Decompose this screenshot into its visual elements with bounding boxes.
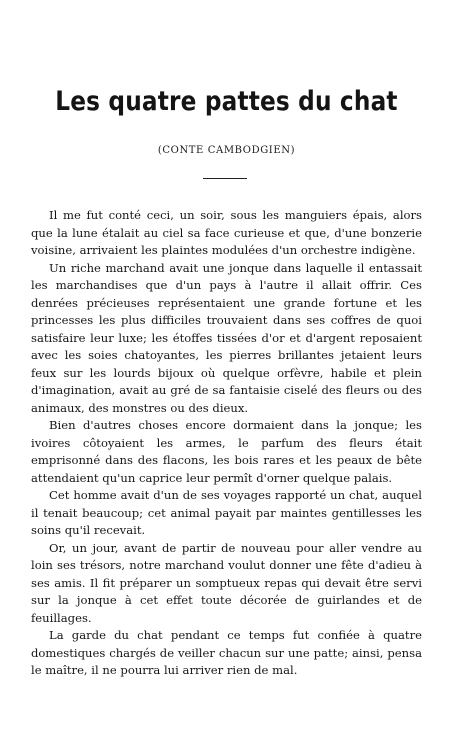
story-subtitle: (CONTE CAMBODGIEN) xyxy=(157,145,296,156)
paragraph: Il me fut conté ceci, un soir, sous les manguiers épais, alors que la lune étalait au ciel sa face curieuse et que, d'une bonzerie voisine, arrivaient les plaintes modulées d'un orchestre indigène. xyxy=(31,208,422,257)
story-body xyxy=(31,207,422,680)
paragraph: Or, un jour, avant de partir de nouveau pour aller vendre au loin ses trésors, notre marchand voulut donner une fête d'adieu à ses amis. Il fit préparer un somptueux repas qui devait être servi sur la jonque à cet effet toute décorée de guirlandes et de feuillages. xyxy=(31,540,422,625)
paragraph: Cet homme avait d'un de ses voyages rapporté un chat, auquel il tenait beaucoup; cet animal payait par maintes gentillesses les soins qu'il recevait. xyxy=(31,488,422,537)
paragraph: La garde du chat pendant ce temps fut confiée à quatre domestiques chargés de veiller chacun sur une patte; ainsi, pensa le maître, il ne pourra lui arriver rien de mal. xyxy=(31,628,422,677)
paragraph: Un riche marchand avait une jonque dans laquelle il entassait les marchandises que d'un pays à l'autre il allait offrir. Ces denrées précieuses représentaient une grande fortune et les princesses les plus difficiles trouvaient dans ses coffres de quoi satisfaire leur luxe; les étoffes tissées d'or et d'argent reposaient avec les soies chatoyantes, les pierres brillantes jetaient leurs feux sur les lourds bijoux où quelque orfèvre, habile et plein d'imagination, avait au gré de sa fantaisie ciselé des fleurs ou des animaux, des monstres ou des dieux. xyxy=(31,260,422,415)
paragraph: Bien d'autres choses encore dormaient dans la jonque; les ivoires côtoyaient les armes, le parfum des fleurs était emprisonné dans des flacons, les bois rares et les peaux de bête attendaient qu'un caprice leur permît d'orner quelque palais. xyxy=(31,418,422,485)
story-title: Les quatre pattes du chat xyxy=(55,86,398,117)
title-divider xyxy=(203,178,247,179)
